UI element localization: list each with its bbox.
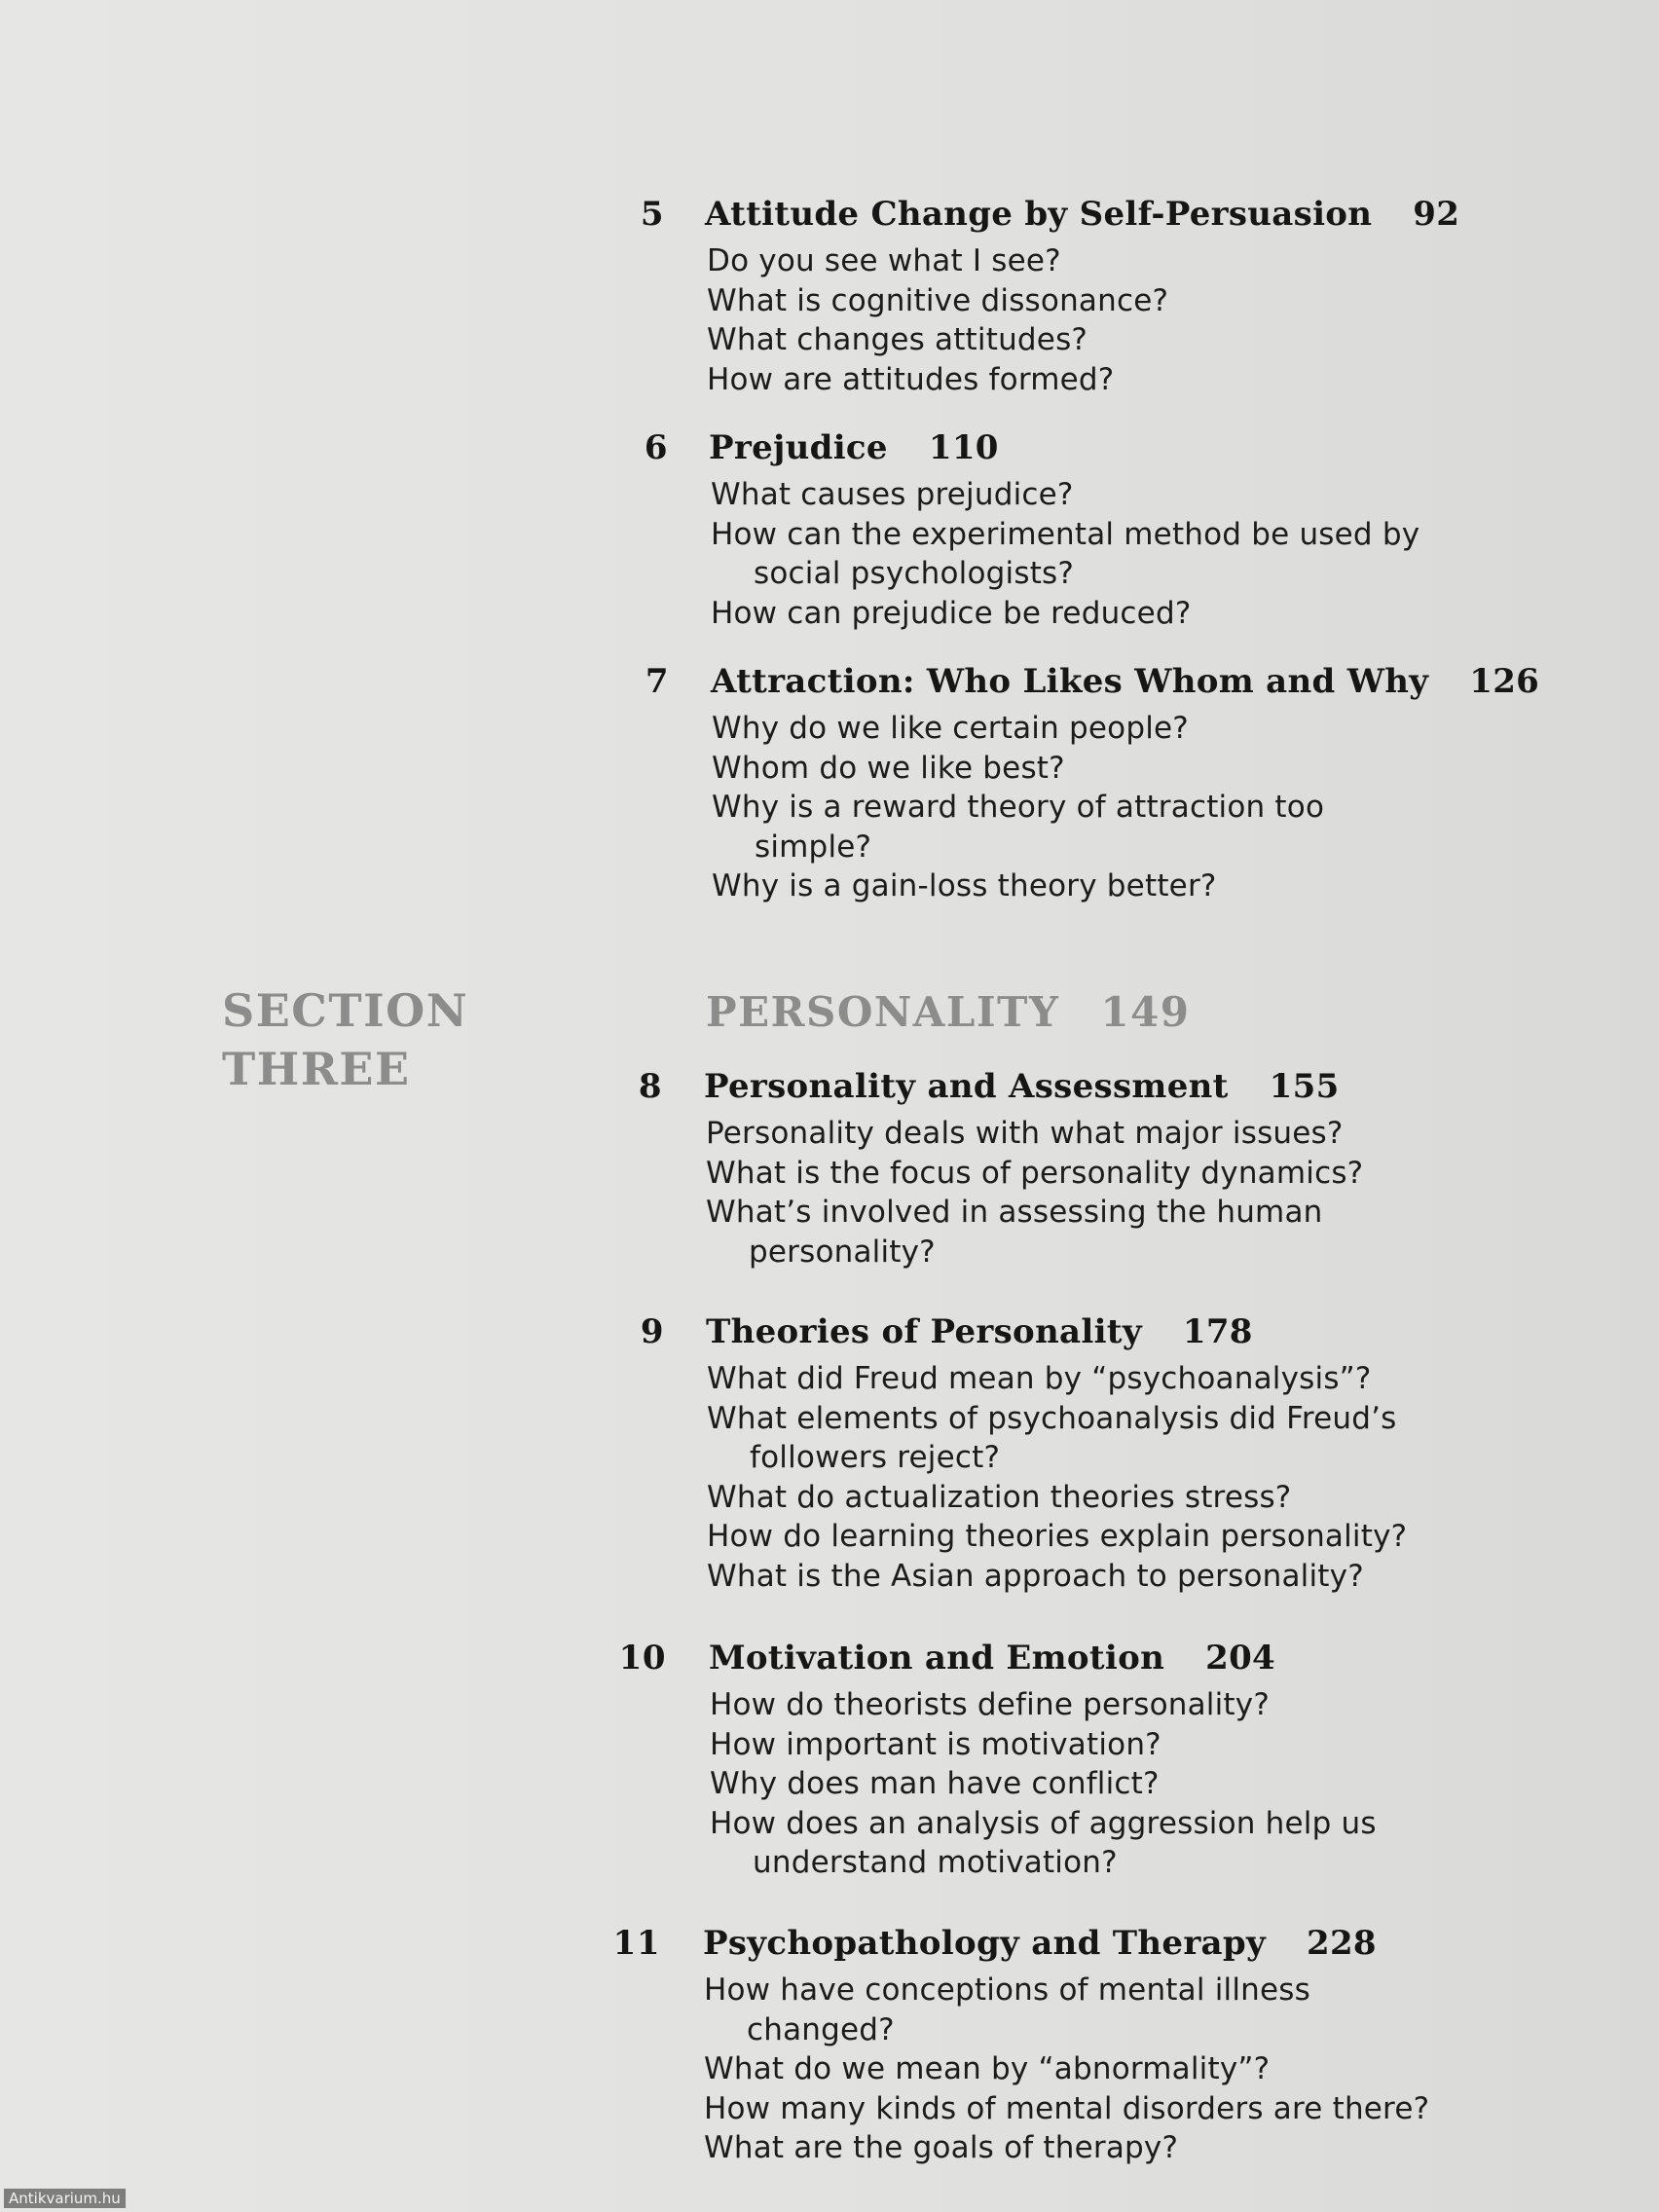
question-item: How do learning theories explain personality? xyxy=(707,1519,1408,1554)
chapter-title xyxy=(705,187,1459,241)
section-label-line-2: THREE xyxy=(222,1043,411,1095)
chapter-title-text: Motivation and Emotion xyxy=(709,1639,1165,1677)
watermark: Antikvarium.hu xyxy=(4,2189,126,2208)
chapter-11 xyxy=(0,1916,1659,2168)
question-item: How are attitudes formed? xyxy=(707,361,1115,397)
chapter-8 xyxy=(0,1059,1659,1272)
question-list xyxy=(704,1971,1444,2168)
chapter-page-number: 126 xyxy=(1469,662,1540,701)
question-item: How does an analysis of aggression help us understand motivation? xyxy=(710,1805,1377,1880)
question-item: What is the focus of personality dynamics? xyxy=(706,1155,1364,1191)
chapter-title xyxy=(709,1631,1275,1685)
chapter-title-text: Attitude Change by Self-Persuasion xyxy=(705,195,1373,234)
chapter-title xyxy=(711,654,1539,709)
chapter-9 xyxy=(0,1305,1659,1596)
question-list xyxy=(712,709,1413,906)
chapter-page-number: 110 xyxy=(928,428,999,467)
chapter-page-number: 155 xyxy=(1269,1067,1340,1106)
chapter-number: 11 xyxy=(612,1924,660,1963)
chapter-6 xyxy=(0,421,1659,633)
chapter-title xyxy=(709,421,999,475)
question-item: What’s involved in assessing the human personality? xyxy=(706,1195,1323,1270)
section-page-number: 149 xyxy=(1100,988,1191,1036)
chapter-title-text: Theories of Personality xyxy=(706,1312,1142,1351)
question-item: Why is a reward theory of attraction too simple? xyxy=(712,790,1325,865)
question-list xyxy=(710,1685,1450,1883)
chapter-heading xyxy=(0,187,1659,241)
chapter-7 xyxy=(0,654,1659,906)
chapter-number: 7 xyxy=(645,662,669,701)
chapter-title xyxy=(706,1305,1253,1359)
chapter-title-text: Psychopathology and Therapy xyxy=(703,1924,1267,1963)
chapter-number: 9 xyxy=(640,1312,664,1351)
chapter-heading xyxy=(0,1305,1659,1359)
chapter-title-text: Personality and Assessment xyxy=(704,1067,1229,1106)
section-title: PERSONALITY xyxy=(706,988,1060,1036)
chapter-page-number: 228 xyxy=(1307,1924,1377,1963)
chapter-heading xyxy=(0,1631,1659,1685)
chapter-title xyxy=(703,1916,1377,1971)
question-item: How do theorists define personality? xyxy=(710,1687,1270,1722)
section-heading xyxy=(706,981,1190,1044)
chapter-number: 8 xyxy=(638,1067,662,1106)
question-list xyxy=(711,475,1451,633)
chapter-heading xyxy=(0,421,1659,475)
question-item: What causes prejudice? xyxy=(711,477,1074,512)
chapter-10 xyxy=(0,1631,1659,1883)
question-item: How can the experimental method be used by social psychologists? xyxy=(711,516,1420,591)
chapter-page-number: 92 xyxy=(1413,195,1460,234)
question-item: What is the Asian approach to personality? xyxy=(707,1558,1364,1594)
question-item: Do you see what I see? xyxy=(707,243,1061,278)
question-list xyxy=(707,1359,1447,1596)
question-item: What is cognitive dissonance? xyxy=(707,282,1169,318)
question-item: Why is a gain-loss theory better? xyxy=(712,868,1217,903)
question-item: What changes attitudes? xyxy=(707,322,1088,357)
question-item: Why does man have conflict? xyxy=(710,1766,1160,1801)
chapter-page-number: 204 xyxy=(1205,1639,1275,1677)
question-item: Whom do we like best? xyxy=(712,750,1065,786)
question-item: How many kinds of mental disorders are there? xyxy=(704,2090,1430,2126)
chapter-heading xyxy=(0,1059,1659,1114)
question-item: Why do we like certain people? xyxy=(712,711,1189,746)
question-item: How have conceptions of mental illness changed? xyxy=(704,1972,1310,2047)
question-item: What are the goals of therapy? xyxy=(704,2130,1179,2165)
section-label-line-1: SECTION xyxy=(222,984,469,1037)
question-item: What did Freud mean by “psychoanalysis”? xyxy=(707,1361,1372,1396)
chapter-number: 10 xyxy=(618,1639,666,1677)
chapter-title-text: Prejudice xyxy=(709,428,888,467)
question-item: How important is motivation? xyxy=(710,1726,1161,1762)
chapter-heading xyxy=(0,654,1659,709)
question-item: Personality deals with what major issues? xyxy=(706,1116,1344,1151)
chapter-number: 6 xyxy=(644,428,668,467)
chapter-5 xyxy=(0,187,1659,399)
question-item: What do we mean by “abnormality”? xyxy=(704,2051,1271,2086)
chapter-title-text: Attraction: Who Likes Whom and Why xyxy=(711,662,1429,701)
question-list xyxy=(707,241,1447,399)
chapter-page-number: 178 xyxy=(1182,1312,1253,1351)
chapter-title xyxy=(704,1059,1340,1114)
chapter-heading xyxy=(0,1916,1659,1971)
question-list xyxy=(706,1114,1446,1272)
question-item: How can prejudice be reduced? xyxy=(711,595,1192,631)
chapter-number: 5 xyxy=(640,195,664,234)
question-item: What elements of psychoanalysis did Freud’s followers reject? xyxy=(707,1400,1397,1475)
question-item: What do actualization theories stress? xyxy=(707,1479,1292,1515)
